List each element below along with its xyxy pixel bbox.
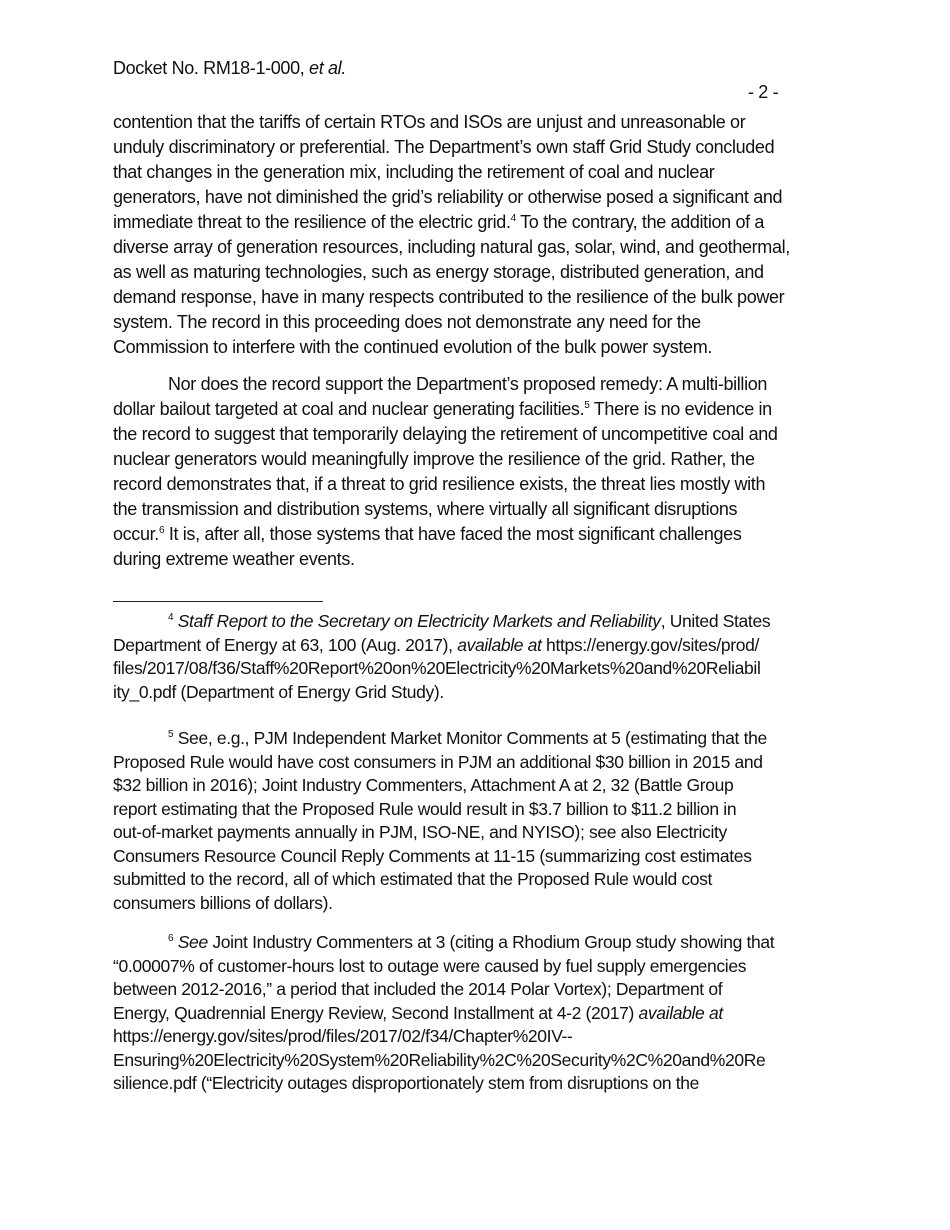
footnote-line: Consumers Resource Council Reply Comments at 11-15 (summarizing cost estimates — [113, 845, 752, 866]
text-line: contention that the tariffs of certain RTOs and ISOs are unjust and unreasonable or — [113, 112, 746, 132]
footnote-line: silience.pdf (“Electricity outages disproportionately stem from disruptions on the — [113, 1073, 700, 1093]
footnote-4 — [113, 610, 853, 704]
footnote-6 — [113, 931, 853, 1096]
text-line — [113, 210, 853, 235]
text-line: demand response, have in many respects contributed to the resilience of the bulk power — [113, 287, 785, 307]
page-number: - 2 - — [748, 82, 779, 102]
footnote-number: 6 — [168, 933, 174, 944]
text-line — [113, 397, 853, 422]
text-line: Nor does the record support the Department’s proposed remedy: A multi-billion — [168, 374, 768, 394]
url-segment: https://energy.gov/sites/prod/ — [541, 634, 759, 655]
italic-segment: available at — [457, 634, 542, 655]
footnote-line — [113, 1002, 853, 1026]
text-line — [113, 522, 853, 547]
text-line: record demonstrates that, if a threat to grid resilience exists, the threat lies mostly with — [113, 474, 766, 494]
text-line: diverse array of generation resources, including natural gas, solar, wind, and geothermal, — [113, 237, 790, 257]
text-segment: occur. — [113, 524, 159, 544]
footnote-ref-4[interactable]: 4 — [510, 213, 516, 224]
italic-segment: available at — [638, 1002, 723, 1023]
italic-segment: See — [177, 932, 208, 952]
text-line: the record to suggest that temporarily delaying the retirement of uncompetitive coal and — [113, 424, 778, 444]
footnote-number: 4 — [168, 612, 174, 623]
footnote-number: 5 — [168, 729, 174, 740]
footnote-line — [113, 931, 853, 955]
footnote-separator — [113, 601, 323, 602]
footnote-line: report estimating that the Proposed Rule would result in $3.7 billion to $11.2 billion in — [113, 798, 737, 819]
footnote-line: out-of-market payments annually in PJM, ISO-NE, and NYISO); see also Electricity — [113, 822, 727, 842]
footnote-ref-5[interactable]: 5 — [584, 400, 590, 411]
text-segment: , United States — [660, 611, 771, 631]
text-segment: Department of Energy at 63, 100 (Aug. 2017), — [113, 634, 458, 655]
footnote-title: Staff Report to the Secretary on Electricity Markets and Reliability — [177, 611, 661, 631]
footnote-line — [113, 634, 853, 658]
text-segment: dollar bailout targeted at coal and nuclear generating facilities. — [113, 399, 585, 419]
footnote-line: between 2012-2016,” a period that included the 2014 Polar Vortex); Department of — [113, 979, 723, 999]
footnote-line — [113, 727, 853, 751]
footnote-url-line: Ensuring%20Electricity%20System%20Reliability%2C%20Security%2C%20and%20Re — [113, 1049, 766, 1070]
footnote-ref-6[interactable]: 6 — [158, 525, 165, 536]
footnote-line: submitted to the record, all of which estimated that the Proposed Rule would cost — [113, 869, 713, 889]
text-line: that changes in the generation mix, including the retirement of coal and nuclear — [113, 162, 715, 182]
text-line: Commission to interfere with the continued evolution of the bulk power system. — [113, 337, 713, 357]
docket-header — [113, 56, 346, 80]
footnote-line: “0.00007% of customer-hours lost to outage were caused by fuel supply emergencies — [113, 955, 747, 976]
text-line: system. The record in this proceeding does not demonstrate any need for the — [113, 312, 701, 332]
text-line: as well as maturing technologies, such as energy storage, distributed generation, and — [113, 262, 764, 282]
docket-number: Docket No. RM18-1-000, — [113, 58, 310, 78]
docket-et-al: et al. — [309, 58, 346, 78]
text-segment: There is no evidence in — [593, 399, 772, 419]
text-segment: To the contrary, the addition of a — [520, 212, 765, 232]
footnote-5 — [113, 727, 853, 915]
text-line: nuclear generators would meaningfully improve the resilience of the grid. Rather, the — [113, 449, 755, 469]
text-segment: Energy, Quadrennial Energy Review, Second Installment at 4-2 (2017) — [113, 1002, 639, 1023]
footnote-line — [113, 610, 853, 634]
footnote-url-line: files/2017/08/f36/Staff%20Report%20on%20Electricity%20Markets%20and%20Reliabil — [113, 658, 761, 678]
text-segment: See, e.g., PJM Independent Market Monitor Comments at 5 (estimating that the — [177, 728, 767, 748]
text-segment: immediate threat to the resilience of the electric grid. — [113, 212, 511, 232]
footnote-line: consumers billions of dollars). — [113, 892, 333, 913]
footnote-line: Proposed Rule would have cost consumers in PJM an additional $30 billion in 2015 and — [113, 751, 763, 772]
footnote-line: $32 billion in 2016); Joint Industry Commenters, Attachment A at 2, 32 (Battle Group — [113, 775, 734, 795]
footnote-url-line: https://energy.gov/sites/prod/files/2017/02/f34/Chapter%20IV-- — [113, 1026, 573, 1046]
paragraph-1 — [113, 110, 853, 360]
text-line: generators, have not diminished the grid’s reliability or otherwise posed a significant and — [113, 187, 783, 207]
text-segment: It is, after all, those systems that have faced the most significant challenges — [168, 524, 742, 544]
text-line: unduly discriminatory or preferential. The Department’s own staff Grid Study concluded — [113, 137, 775, 157]
footnote-line: ity_0.pdf (Department of Energy Grid Study). — [113, 681, 444, 702]
paragraph-2 — [113, 372, 853, 572]
text-line: during extreme weather events. — [113, 549, 355, 569]
text-line: the transmission and distribution systems, where virtually all significant disruptions — [113, 499, 738, 519]
text-segment: Joint Industry Commenters at 3 (citing a Rhodium Group study showing that — [207, 932, 775, 952]
